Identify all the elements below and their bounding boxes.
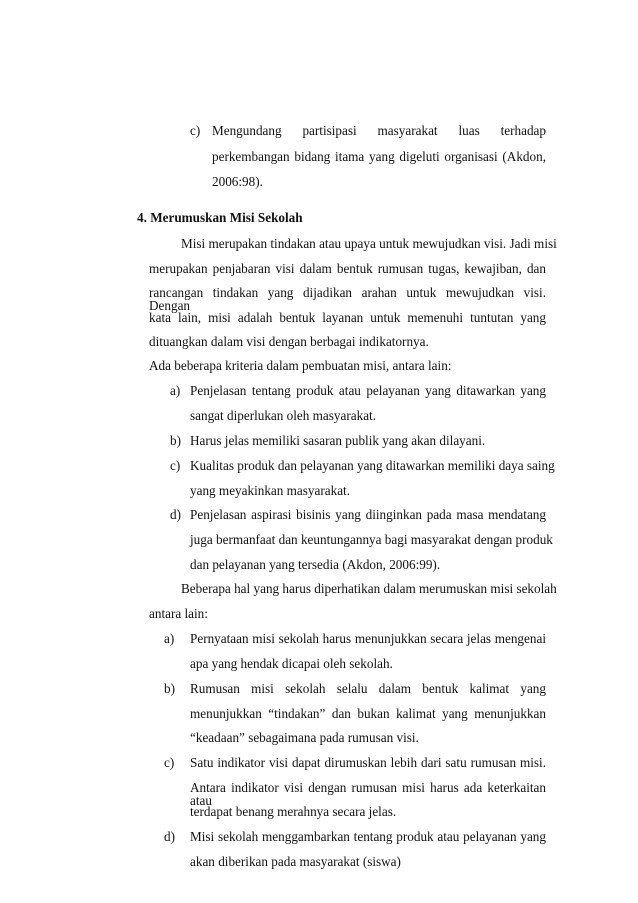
top-item-label: c): [190, 123, 201, 138]
top-item-line: perkembangan bidang itama yang digeluti organisasi (Akdon,: [212, 149, 546, 164]
criteria-line: juga bermanfaat dan keuntungannya bagi masyarakat dengan produk: [190, 532, 553, 547]
considerations-intro-line: antara lain:: [149, 606, 208, 621]
consideration-line: menunjukkan “tindakan” dan bukan kalimat yang menunjukkan: [190, 706, 546, 721]
top-item-line: 2006:98).: [212, 174, 263, 189]
consideration-line: “keadaan” sebagaimana pada rumusan visi.: [190, 730, 419, 745]
criteria-label: a): [170, 383, 181, 398]
consideration-line: Satu indikator visi dapat dirumuskan lebih dari satu rumusan misi.: [190, 755, 546, 770]
criteria-line: Penjelasan aspirasi bisinis yang diinginkan pada masa mendatang: [190, 507, 546, 522]
criteria-intro: Ada beberapa kriteria dalam pembuatan misi, antara lain:: [149, 358, 452, 373]
criteria-line: Harus jelas memiliki sasaran publik yang akan dilayani.: [190, 433, 486, 448]
consideration-line: Misi sekolah menggambarkan tentang produk atau pelayanan yang: [190, 829, 546, 844]
consideration-label: a): [164, 631, 175, 646]
criteria-label: d): [170, 507, 181, 522]
section-heading: 4. Merumuskan Misi Sekolah: [137, 210, 303, 225]
paragraph-line: kata lain, misi adalah bentuk layanan untuk memenuhi tuntutan yang: [149, 310, 546, 325]
consideration-line: Antara indikator visi dengan rumusan misi harus ada keterkaitan atau: [190, 780, 546, 809]
criteria-line: Kualitas produk dan pelayanan yang ditawarkan memiliki daya saing: [190, 458, 555, 473]
criteria-line: yang meyakinkan masyarakat.: [190, 483, 351, 498]
paragraph-line: rancangan tindakan yang dijadikan arahan untuk mewujudkan visi. Dengan: [149, 285, 546, 314]
criteria-line: Penjelasan tentang produk atau pelayanan yang ditawarkan yang: [190, 383, 546, 398]
paragraph-line: merupakan penjabaran visi dalam bentuk rumusan tugas, kewajiban, dan: [149, 261, 546, 276]
top-item-line: Mengundang partisipasi masyarakat luas terhadap: [212, 123, 546, 138]
consideration-line: apa yang hendak dicapai oleh sekolah.: [190, 656, 393, 671]
considerations-intro-line: Beberapa hal yang harus diperhatikan dalam merumuskan misi sekolah: [181, 581, 557, 596]
criteria-label: c): [170, 458, 181, 473]
consideration-label: c): [164, 755, 175, 770]
criteria-line: sangat diperlukan oleh masyarakat.: [190, 408, 377, 423]
criteria-line: dan pelayanan yang tersedia (Akdon, 2006:99).: [190, 557, 441, 572]
consideration-label: b): [164, 681, 175, 696]
paragraph-line: dituangkan dalam visi dengan berbagai indikatornya.: [149, 334, 429, 349]
criteria-label: b): [170, 433, 181, 448]
consideration-line: akan diberikan pada masyarakat (siswa): [190, 854, 401, 869]
consideration-line: Rumusan misi sekolah selalu dalam bentuk kalimat yang: [190, 681, 546, 696]
consideration-label: d): [164, 829, 175, 844]
consideration-line: Pernyataan misi sekolah harus menunjukkan secara jelas mengenai: [190, 631, 546, 646]
paragraph-line: Misi merupakan tindakan atau upaya untuk mewujudkan visi. Jadi misi: [181, 236, 557, 251]
consideration-line: terdapat benang merahnya secara jelas.: [190, 804, 397, 819]
